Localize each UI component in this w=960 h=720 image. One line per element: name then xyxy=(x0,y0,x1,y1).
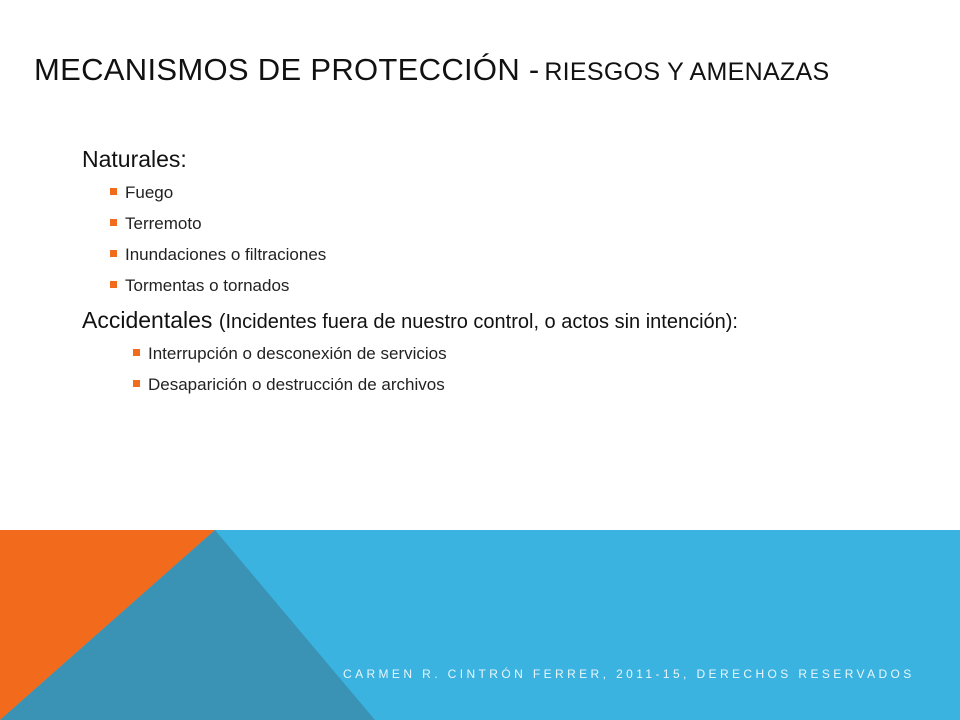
section-heading-accidentales xyxy=(82,307,942,334)
square-bullet-icon xyxy=(110,188,117,195)
square-bullet-icon xyxy=(110,219,117,226)
list-item-text: Interrupción o desconexión de servicios xyxy=(148,344,447,363)
slide-title xyxy=(34,52,829,88)
title-subtitle: RIESGOS Y AMENAZAS xyxy=(544,58,830,86)
list-naturales xyxy=(82,177,942,301)
list-item xyxy=(82,270,942,301)
footer-copyright: CARMEN R. CINTRÓN FERRER, 2011-15, DERECHOS RESERVADOS xyxy=(343,667,915,681)
square-bullet-icon xyxy=(110,250,117,257)
list-item xyxy=(82,338,942,369)
list-item xyxy=(82,239,942,270)
section-heading-naturales: Naturales: xyxy=(82,146,187,172)
list-item xyxy=(82,177,942,208)
title-main: MECANISMOS DE PROTECCIÓN - xyxy=(34,52,540,87)
list-item xyxy=(82,369,942,400)
square-bullet-icon xyxy=(110,281,117,288)
list-item xyxy=(82,208,942,239)
list-item-text: Desaparición o destrucción de archivos xyxy=(148,375,445,394)
slide-content xyxy=(82,146,942,406)
list-item-text: Fuego xyxy=(125,183,174,202)
list-accidentales xyxy=(82,338,942,400)
list-item-text: Tormentas o tornados xyxy=(125,276,290,295)
list-item-text: Inundaciones o filtraciones xyxy=(125,245,327,264)
square-bullet-icon xyxy=(133,380,140,387)
heading-accidentales-label: Accidentales xyxy=(82,307,213,333)
list-item-text: Terremoto xyxy=(125,214,202,233)
heading-accidentales-note: (Incidentes fuera de nuestro control, o actos sin intención): xyxy=(218,311,738,333)
square-bullet-icon xyxy=(133,349,140,356)
footer-graphic xyxy=(0,530,960,720)
